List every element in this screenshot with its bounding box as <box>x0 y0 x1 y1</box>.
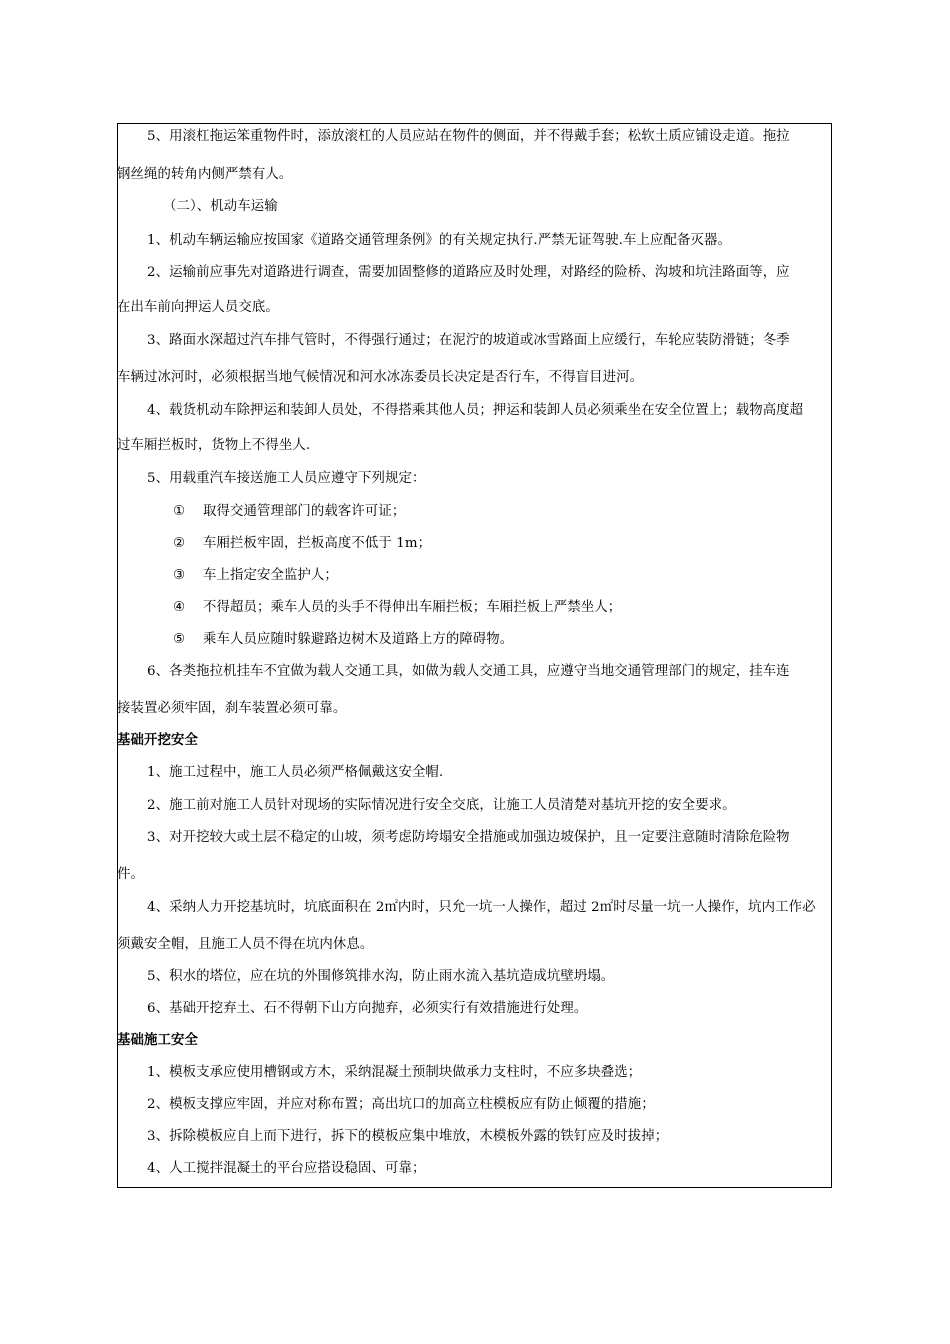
paragraph-line <box>117 437 832 455</box>
paragraph-line <box>117 264 832 282</box>
line-text: 车厢拦板牢固，拦板高度不低于 1m； <box>203 536 432 551</box>
line-text: 须戴安全帽，且施工人员不得在坑内休息。 <box>117 937 374 952</box>
paragraph-line <box>117 232 832 250</box>
paragraph-line <box>117 1128 832 1146</box>
line-text: 基础施工安全 <box>117 1033 198 1048</box>
line-text: 乘车人员应随时躲避路边树木及道路上方的障碍物。 <box>203 632 514 647</box>
section-heading <box>117 1032 832 1050</box>
list-marker: ① <box>173 504 186 519</box>
document-frame <box>117 123 832 1188</box>
paragraph-line <box>117 1096 832 1114</box>
line-text: 4、人工搅拌混凝土的平台应搭设稳固、可靠； <box>147 1161 426 1176</box>
line-text: （二）、机动车运输 <box>163 199 278 214</box>
paragraph-line <box>117 797 832 815</box>
line-text: 3、对开挖较大或土层不稳定的山坡，须考虑防垮塌安全措施或加强边坡保护，且一定要注意随时清除危险物 <box>147 830 790 845</box>
line-text: 1、机动车辆运输应按国家《道路交通管理条例》的有关规定执行.严禁无证驾驶.车上应配备灭器。 <box>147 233 731 248</box>
line-text: 车上指定安全监护人； <box>203 568 338 583</box>
paragraph-line <box>117 663 832 681</box>
paragraph-line <box>117 166 832 184</box>
paragraph-line <box>117 198 832 216</box>
list-item <box>117 631 832 649</box>
line-text: 接装置必须牢固，刹车装置必须可靠。 <box>117 701 347 716</box>
paragraph-line <box>117 1000 832 1018</box>
list-item <box>117 503 832 521</box>
line-text: 基础开挖安全 <box>117 733 198 748</box>
list-marker: ② <box>173 536 186 551</box>
paragraph-line <box>117 829 832 847</box>
line-text: 钢丝绳的转角内侧严禁有人。 <box>117 167 293 182</box>
line-text: 1、施工过程中，施工人员必须严格佩戴这安全帽. <box>147 765 444 780</box>
line-text: 不得超员；乘车人员的头手不得伸出车厢拦板；车厢拦板上严禁坐人； <box>203 600 622 615</box>
list-item <box>117 535 832 553</box>
paragraph-line <box>117 968 832 986</box>
line-text: 6、各类拖拉机挂车不宜做为载人交通工具，如做为载人交通工具，应遵守当地交通管理部门的规定，挂车连 <box>147 664 790 679</box>
paragraph-line <box>117 936 832 954</box>
paragraph-line <box>117 128 832 146</box>
line-text: 2、运输前应事先对道路进行调查，需要加固整修的道路应及时处理，对路经的险桥、沟坡和坑洼路面等，应 <box>147 265 790 280</box>
paragraph-line <box>117 402 832 420</box>
paragraph-line <box>117 700 832 718</box>
line-text: 3、拆除模板应自上而下进行，拆下的模板应集中堆放，木模板外露的铁钉应及时拔掉； <box>147 1129 669 1144</box>
line-text: 过车厢拦板时，货物上不得坐人. <box>117 438 311 453</box>
list-marker: ⑤ <box>173 632 186 647</box>
list-marker: ④ <box>173 600 186 615</box>
line-text: 4、载货机动车除押运和装卸人员处，不得搭乘其他人员；押运和装卸人员必须乘坐在安全位置上；载物高度超 <box>147 403 804 418</box>
line-text: 4、采纳人力开挖基坑时，坑底面积在 2㎡内时，只允一坑一人操作，超过 2㎡时尽量一坑一人操作，坑内工作必 <box>147 900 816 915</box>
line-text: 1、模板支承应使用槽钢或方木，采纳混凝土预制块做承力支柱时，不应多块叠选； <box>147 1065 642 1080</box>
section-heading <box>117 732 832 750</box>
list-marker: ③ <box>173 568 186 583</box>
paragraph-line <box>117 1160 832 1178</box>
line-text: 车辆过冰河时，必须根据当地气候情况和河水冰冻委员长决定是否行车，不得盲目进河。 <box>117 370 644 385</box>
line-text: 5、用滚杠拖运笨重物件时，添放滚杠的人员应站在物件的侧面，并不得戴手套；松软土质应铺设走道。拖拉 <box>147 129 790 144</box>
list-item <box>117 567 832 585</box>
line-text: 2、模板支撑应牢固，并应对称布置；高出坑口的加高立柱模板应有防止倾覆的措施； <box>147 1097 655 1112</box>
paragraph-line <box>117 299 832 317</box>
line-text: 6、基础开挖弃土、石不得朝下山方向抛弃，必须实行有效措施进行处理。 <box>147 1001 588 1016</box>
paragraph-line <box>117 332 832 350</box>
line-text: 5、用载重汽车接送施工人员应遵守下列规定： <box>147 471 426 486</box>
line-text: 件。 <box>117 867 144 882</box>
line-text: 2、施工前对施工人员针对现场的实际情况进行安全交底，让施工人员清楚对基坑开挖的安全要求。 <box>147 798 736 813</box>
paragraph-line <box>117 470 832 488</box>
paragraph-line <box>117 866 832 884</box>
paragraph-line <box>117 899 832 917</box>
paragraph-line <box>117 1064 832 1082</box>
list-item <box>117 599 832 617</box>
paragraph-line <box>117 764 832 782</box>
line-text: 取得交通管理部门的载客许可证； <box>203 504 406 519</box>
line-text: 5、积水的塔位，应在坑的外围修筑排水沟，防止雨水流入基坑造成坑壁坍塌。 <box>147 969 615 984</box>
line-text: 3、路面水深超过汽车排气管时，不得强行通过；在泥泞的坡道或冰雪路面上应缓行，车轮应装防滑链；冬季 <box>147 333 790 348</box>
paragraph-line <box>117 369 832 387</box>
line-text: 在出车前向押运人员交底。 <box>117 300 279 315</box>
